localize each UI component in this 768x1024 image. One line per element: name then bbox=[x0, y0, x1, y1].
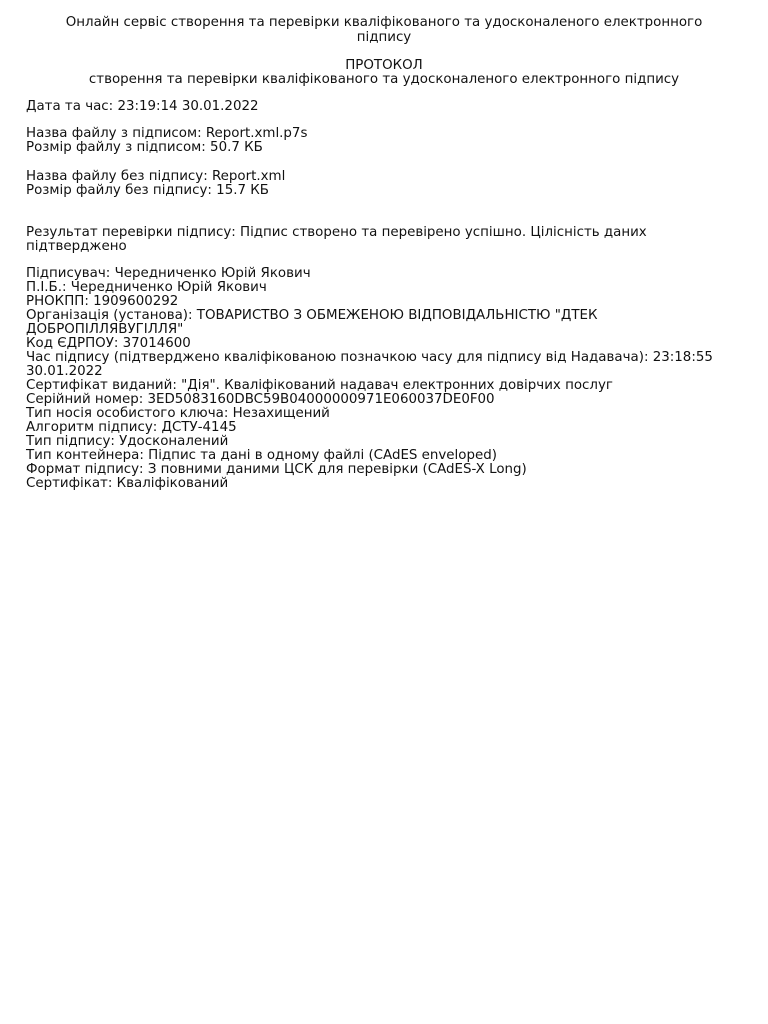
result-block bbox=[26, 226, 746, 254]
unsigned-file-block bbox=[26, 170, 746, 198]
sign-format-line: Формат підпису: З повними даними ЦСК для перевірки (CAdES-X Long) bbox=[26, 462, 527, 477]
sign-type-line: Тип підпису: Удосконалений bbox=[26, 434, 229, 449]
organization-line: Організація (установа): ТОВАРИСТВО З ОБМЕЖЕНОЮ ВІДПОВІДАЛЬНІСТЮ "ДТЕК ДОБРОПІЛЛЯВУГІЛЛЯ" bbox=[26, 308, 602, 337]
service-title: Онлайн сервіс створення та перевірки кваліфікованого та удосконаленого електронного підпису bbox=[65, 15, 703, 45]
verification-result: Результат перевірки підпису: Підпис створено та перевірено успішно. Цілісність даних підтверджено bbox=[26, 225, 652, 254]
protocol-title: ПРОТОКОЛ bbox=[345, 58, 423, 73]
signer-block bbox=[26, 267, 746, 491]
protocol-subtitle: створення та перевірки кваліфікованого та удосконаленого електронного підпису bbox=[88, 72, 680, 87]
edrpou-line: Код ЄДРПОУ: 37014600 bbox=[26, 336, 191, 351]
unsigned-file-size: Розмір файлу без підпису: 15.7 КБ bbox=[26, 183, 269, 198]
algorithm-line: Алгоритм підпису: ДСТУ-4145 bbox=[26, 420, 237, 435]
signed-file-block bbox=[26, 127, 746, 155]
certificate-line: Сертифікат: Кваліфікований bbox=[26, 476, 229, 491]
container-type-line: Тип контейнера: Підпис та дані в одному файлі (CAdES enveloped) bbox=[26, 448, 497, 463]
datetime-line: Дата та час: 23:19:14 30.01.2022 bbox=[26, 99, 259, 114]
sign-time-line: Час підпису (підтверджено кваліфікованою позначкою часу для підпису від Надавача): 23:18:55 30.01.2022 bbox=[26, 350, 718, 379]
signed-file-name: Назва файлу з підписом: Report.xml.p7s bbox=[26, 126, 308, 141]
rnokpp-line: РНОКПП: 1909600292 bbox=[26, 294, 179, 309]
signed-file-size: Розмір файлу з підписом: 50.7 КБ bbox=[26, 140, 263, 155]
certificate-issuer-line: Сертифікат виданий: "Дія". Кваліфікований надавач електронних довірчих послуг bbox=[26, 378, 613, 393]
key-media-line: Тип носія особистого ключа: Незахищений bbox=[26, 406, 330, 421]
unsigned-file-name: Назва файлу без підпису: Report.xml bbox=[26, 169, 286, 184]
datetime-block bbox=[26, 100, 746, 114]
serial-number-line: Серійний номер: 3ED5083160DBC59B04000000971E060037DE0F00 bbox=[26, 392, 495, 407]
signer-line: Підписувач: Чередниченко Юрій Якович bbox=[26, 266, 311, 281]
full-name-line: П.І.Б.: Чередниченко Юрій Якович bbox=[26, 280, 267, 295]
